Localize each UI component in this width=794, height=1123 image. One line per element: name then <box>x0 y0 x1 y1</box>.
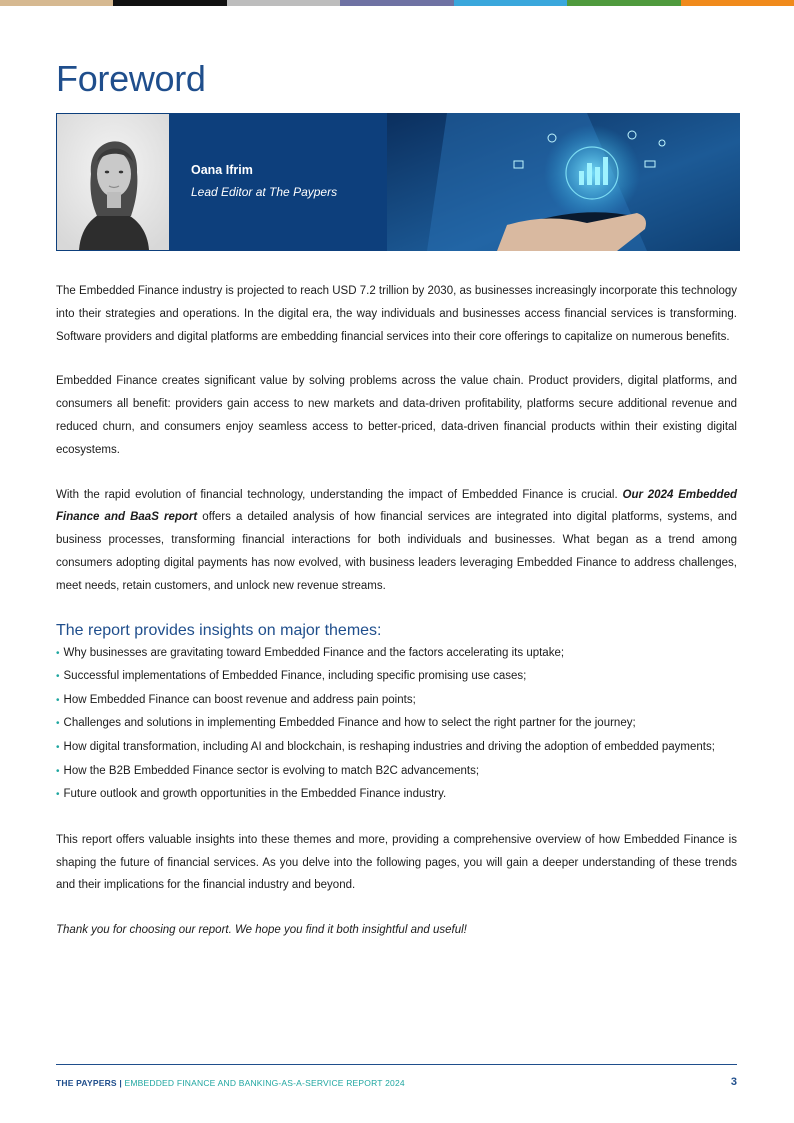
closing-note: Thank you for choosing our report. We hope you find it both insightful and useful! <box>56 924 467 937</box>
list-item-text: Successful implementations of Embedded Finance, including specific promising use cases; <box>63 670 527 683</box>
list-item-text: Future outlook and growth opportunities in the Embedded Finance industry. <box>63 788 447 801</box>
author-info <box>191 163 337 199</box>
page-number: 3 <box>730 1076 737 1088</box>
color-strip-segment <box>0 0 113 6</box>
list-item <box>56 642 737 666</box>
paragraph: The Embedded Finance industry is projected to reach USD 7.2 trillion by 2030, as businesses increasingly incorporate this technology into their strategies and operations. In the digital era, the way individuals and businesses access financial services is transforming. Software providers and digital platforms are embedding financial services into their core offerings to capitalize on numerous benefits. <box>56 285 737 343</box>
list-item <box>56 689 737 713</box>
fintech-photo <box>387 113 740 251</box>
footer-brand: THE PAYPERS | <box>56 1078 122 1088</box>
list-item-text: How digital transformation, including AI and blockchain, is reshaping industries and driving the adoption of embedded payments; <box>63 740 715 753</box>
paragraph-text: With the rapid evolution of financial technology, understanding the impact of Embedded Finance is crucial. <box>56 488 623 501</box>
color-strip-segment <box>227 0 340 6</box>
list-item <box>56 712 737 736</box>
list-item-text: Why businesses are gravitating toward Embedded Finance and the factors accelerating its uptake; <box>63 646 565 659</box>
paragraph: Embedded Finance creates significant value by solving problems across the value chain. Product providers, digital platforms, and consumers all benefit: providers gain access to new markets and data-driven profitability, platforms secure additional revenue and reduced churn, and consumers enjoy seamless access to better-priced, data-driven financial products within their existing digital ecosystems. <box>56 375 737 456</box>
bullet-icon: • <box>56 647 60 659</box>
bullet-icon: • <box>56 789 60 801</box>
author-name: Oana Ifrim <box>191 163 253 177</box>
page-title: Foreword <box>56 58 206 99</box>
hand-phone-hologram-image <box>387 113 740 251</box>
color-strip-segment <box>454 0 567 6</box>
portrait-image <box>57 114 169 250</box>
list-item <box>56 783 737 807</box>
bullet-icon: • <box>56 718 60 730</box>
paragraph: This report offers valuable insights into these themes and more, providing a comprehensive overview of how Embedded Finance is shaping the future of financial services. As you delve into the following pages, you will gain a deeper understanding of these trends and their implications for the financial industry and beyond. <box>56 833 737 892</box>
footer-report-title: EMBEDDED FINANCE AND BANKING-AS-A-SERVICE REPORT 2024 <box>121 1078 405 1088</box>
themes-heading: The report provides insights on major themes: <box>56 621 382 639</box>
list-item <box>56 760 737 784</box>
footer-divider <box>56 1064 737 1065</box>
list-item-text: How the B2B Embedded Finance sector is evolving to match B2C advancements; <box>63 764 480 777</box>
bullet-icon: • <box>56 765 60 777</box>
list-item-text: Challenges and solutions in implementing Embedded Finance and how to select the right partner for the journey; <box>63 717 636 730</box>
footer <box>56 1078 405 1088</box>
author-portrait <box>56 113 170 251</box>
bullet-icon: • <box>56 741 60 753</box>
color-strip <box>0 0 794 6</box>
color-strip-segment <box>681 0 794 6</box>
paragraph-text: offers a detailed analysis of how financial services are integrated into digital platforms, systems, and business processes, transforming financial interactions for both individuals and businesses. What began as a trend among consumers adopting digital payments has now evolved, with business leaders leveraging Embedded Finance to address challenges, meet needs, retain customers, and unlock new revenue streams. <box>56 511 737 592</box>
color-strip-segment <box>340 0 453 6</box>
list-item-text: How Embedded Finance can boost revenue and address pain points; <box>63 693 416 706</box>
paragraph <box>56 484 737 598</box>
list-item <box>56 736 737 760</box>
report-title-emphasis: Our 2024 Embedded Finance and BaaS report <box>56 488 737 524</box>
list-item <box>56 665 737 689</box>
author-banner <box>56 113 740 251</box>
bullet-icon: • <box>56 671 60 683</box>
foreword-body <box>56 280 737 964</box>
bullet-icon: • <box>56 694 60 706</box>
author-role: Lead Editor at The Paypers <box>191 185 338 199</box>
themes-list <box>56 642 737 807</box>
color-strip-segment <box>113 0 226 6</box>
color-strip-segment <box>567 0 680 6</box>
